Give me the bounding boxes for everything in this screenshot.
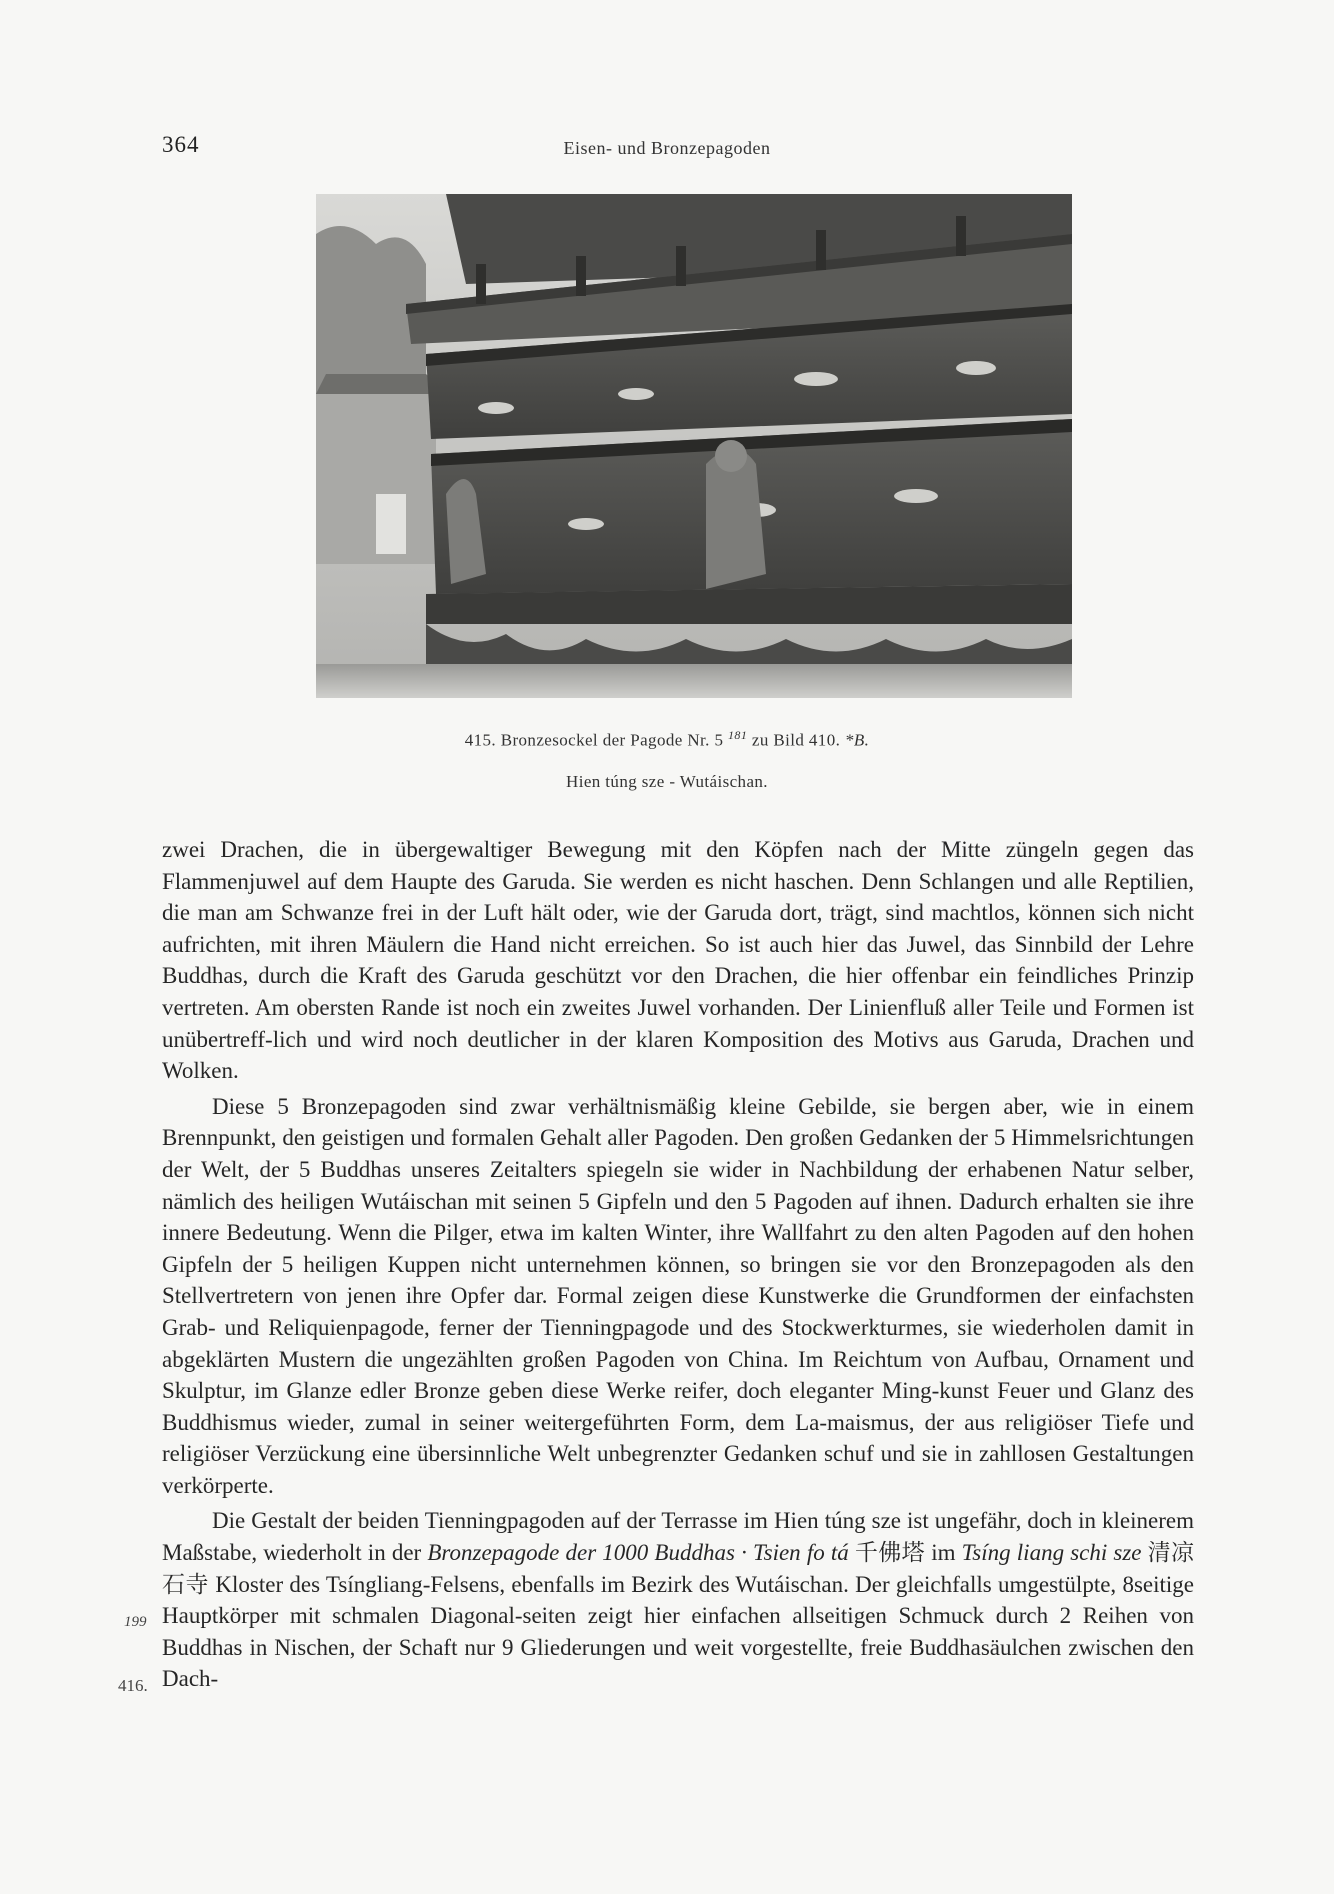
figure-caption — [0, 728, 1334, 751]
paragraph-3-text-c: Kloster des Tsíngliang-Felsens, ebenfalls im Bezirk des Wutáischan. Der gleichfalls umgestülpte, 8seitige Hauptkörper mit schmalen Diagonal-seiten zeigt hier einfachen allseitigen Schmuck durch 2 Reihen von Buddhas in Nischen, der Schaft nur 9 Gliederungen und weit vorgestellte, freie Buddhasäulchen zwischen den Dach- — [162, 1571, 1194, 1692]
paragraph-2: Diese 5 Bronzepagoden sind zwar verhältnismäßig kleine Gebilde, sie bergen aber, wie in einem Brennpunkt, den geistigen und formalen Gehalt aller Pagoden. Den großen Gedanken der 5 Himmelsrichtungen der Welt, der 5 Buddhas unseres Zeitalters spiegeln sie wider in Nachbildung der erhabenen Natur selber, nämlich des heiligen Wutáischan mit seinen 5 Gipfeln und den 5 Pagoden auf ihnen. Dadurch erhalten sie ihre innere Bedeutung. Wenn die Pilger, etwa im kalten Winter, ihre Wallfahrt zu den alten Pagoden auf den hohen Gipfeln der 5 heiligen Kuppen nicht unternehmen können, so bringen sie vor den Bronzepagoden als den Stellvertretern von jenen ihre Opfer dar. Formal zeigen diese Kunstwerke die Grundformen der einfachsten Grab- und Reliquienpagode, ferner der Tienningpagode und des Stockwerkturmes, sie wiederholen damit in abgeklärten Mustern die ungezählten großen Pagoden von China. Im Reichtum von Aufbau, Ornament und Skulptur, im Glanze edler Bronze geben diese Werke reifer, doch eleganter Ming-kunst Feuer und Glanz des Buddhismus wieder, zumal in seiner weitergeführten Form, dem La-maismus, der aus religiöser Tiefe und religiöser Verzückung eine übersinnliche Welt unbegrenzter Gedanken schuf und sie in zahllosen Gestaltungen verkörperte. — [162, 1093, 1194, 1498]
caption-reference: zu Bild 410. — [751, 730, 841, 750]
body-text — [162, 834, 1194, 1695]
figure-caption-location: Hien túng sze - Wutáischan. — [566, 772, 768, 791]
caption-mark: *B. — [844, 730, 870, 750]
paragraph-3-text-a: Die Gestalt der beiden Tienningpagoden auf der Terrasse im Hien túng sze ist ungefähr, doch in kleinerem Maßstabe, wiederholt in der — [162, 1508, 1194, 1566]
figure-photo — [316, 194, 1072, 698]
bronze-base-photo-image — [316, 194, 1072, 698]
paragraph-3-chinese-pagoda: 千佛塔 — [854, 1540, 926, 1566]
caption-reference-superscript: 181 — [728, 728, 748, 742]
margin-note-199: 199 — [124, 1614, 147, 1630]
caption-number: 415. — [464, 730, 497, 750]
paragraph-3-text-b: im — [931, 1540, 956, 1566]
paragraph-3-chinese-monastery: 清凉石寺 — [162, 1540, 1195, 1597]
caption-text: Bronzesockel der Pagode Nr. 5 — [500, 730, 724, 750]
margin-note-416: 416. — [118, 1676, 148, 1695]
page-number: 364 — [162, 132, 200, 157]
paragraph-3 — [162, 1505, 1194, 1695]
paragraph-1: zwei Drachen, die in übergewaltiger Bewegung mit den Köpfen nach der Mitte züngeln gegen das Flammenjuwel auf dem Haupte des Garuda. Sie werden es nicht haschen. Denn Schlangen und alle Reptilien, die man am Schwanze frei in der Luft hält oder, wie der Garuda dort, trägt, sind machtlos, können sich nicht aufrichten, mit ihren Mäulern die Hand nicht erreichen. So ist auch hier das Juwel, das Sinnbild der Lehre Buddhas, durch die Kraft des Garuda geschützt vor den Drachen, die hier offenbar ein feindliches Prinzip vertreten. Am obersten Rande ist noch ein zweites Juwel vorhanden. Der Linienfluß aller Teile und Formen ist unübertreff-lich und wird noch deutlicher in der klaren Komposition des Motivs aus Garuda, Drachen und Wolken. — [162, 837, 1194, 1084]
paragraph-3-title-monastery: Tsíng liang schi sze — [961, 1540, 1142, 1566]
paragraph-3-title-pagoda: Bronzepagode der 1000 Buddhas · Tsien fo tá — [427, 1540, 849, 1566]
running-title: Eisen- und Bronzepagoden — [563, 138, 771, 158]
